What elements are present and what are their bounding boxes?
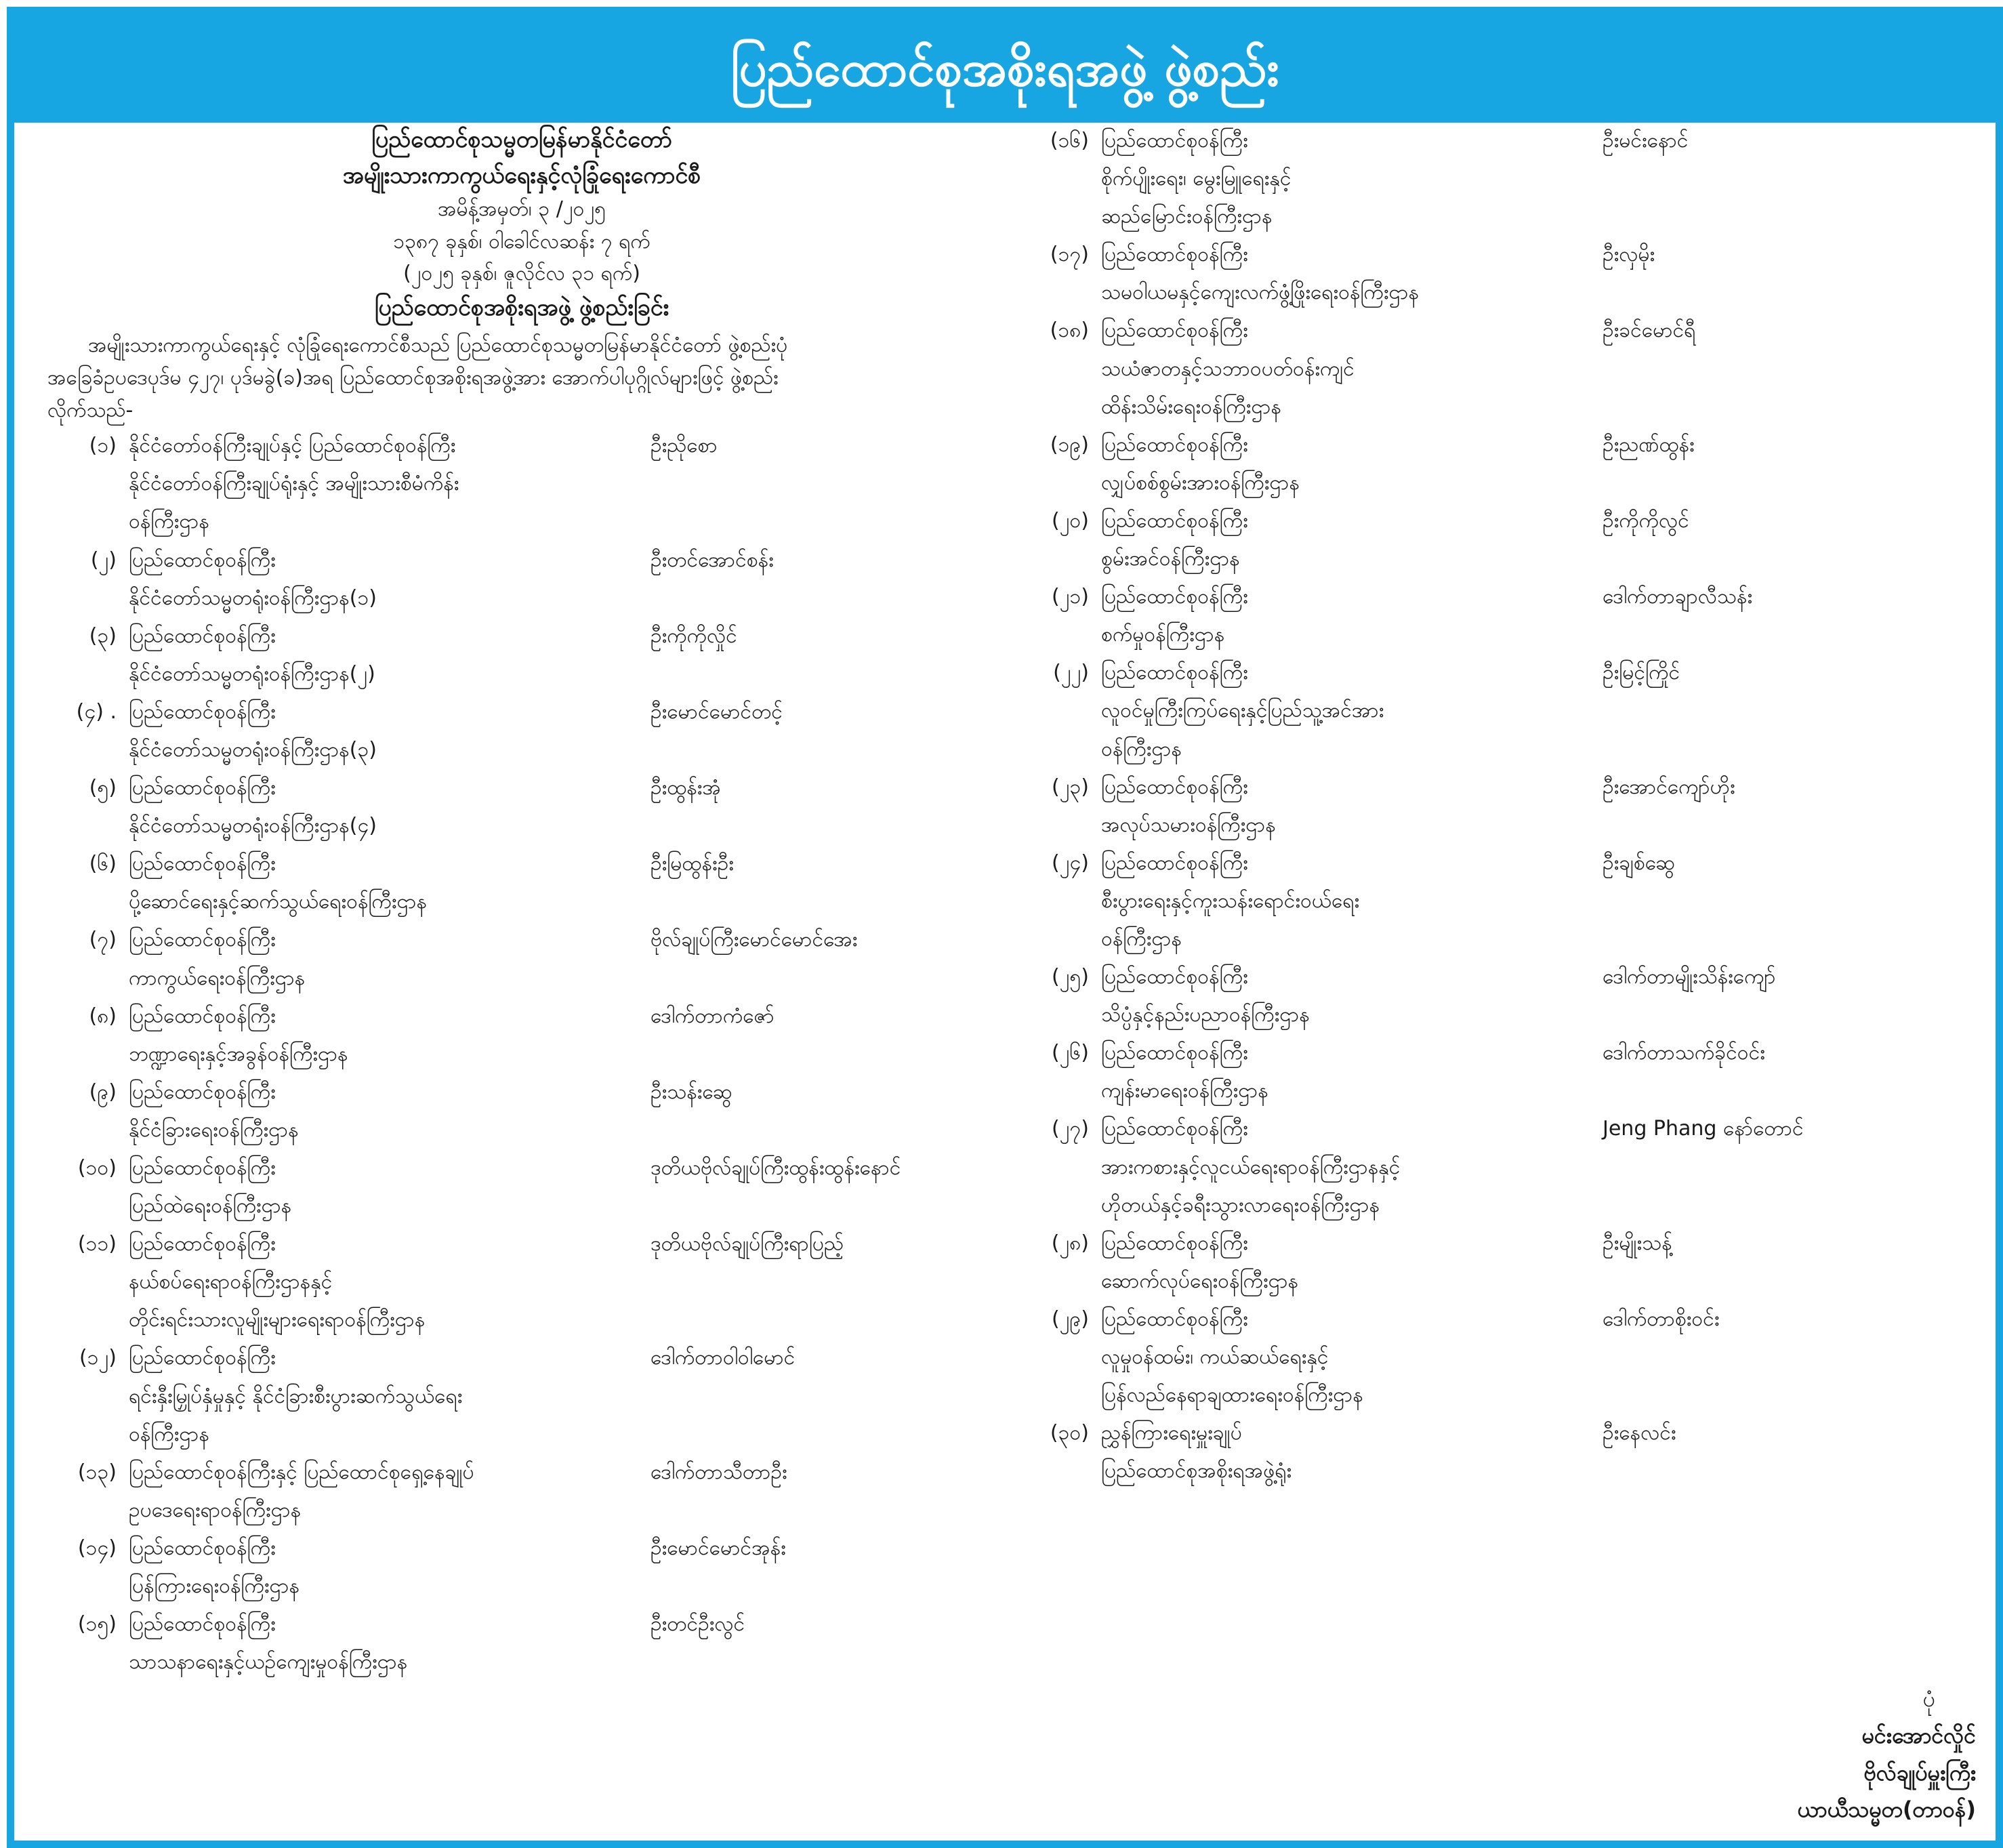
appointee-name: ဦးမျိုးသန့် (1603, 1231, 1672, 1255)
position-line: နိုင်ငံတော်သမ္မတရုံးဝန်ကြီးဌာန(၁) (129, 586, 377, 610)
position-line: ကာကွယ်ရေးဝန်ကြီးဌာန (129, 966, 306, 990)
entry-number: (၂) (90, 548, 117, 572)
appointment-entry (47, 617, 996, 693)
position-line: သမဝါယမနှင့်ကျေးလက်ဖွံ့ဖြိုးရေးဝန်ကြီးဌာန (1101, 281, 1420, 305)
appointee-name: ဦးထွန်းအုံ (651, 776, 721, 800)
entry-number: (၂၆) (1051, 1041, 1089, 1065)
position-line: ဝန်ကြီးဌာန (129, 1422, 209, 1446)
appointment-entry (1040, 844, 1968, 958)
entry-position (129, 1225, 651, 1339)
position-line: ပြည်ထဲရေးဝန်ကြီးဌာန (129, 1194, 292, 1218)
appointee-name: ဦးညဏ်ထွန်း (1603, 432, 1695, 457)
appointment-entry (1040, 426, 1968, 502)
entry-number: (၁၉) (1050, 432, 1089, 457)
entry-number: (၂၈) (1051, 1231, 1089, 1255)
entry-position (129, 1454, 651, 1529)
signatory-name: မင်းအောင်လှိုင် (1861, 1723, 1976, 1749)
position-line: ပြည်ထောင်စုဝန်ကြီးနှင့် ပြည်ထောင်စုရှေ့နေချုပ် (129, 1460, 474, 1484)
entry-position (1101, 122, 1603, 236)
entry-number: (၁၁) (77, 1232, 117, 1256)
entry-position (129, 769, 651, 845)
entry-number: (၁၈) (1050, 319, 1089, 343)
appointee-name: ဦးအောင်ကျော်ဟိုး (1603, 775, 1735, 799)
entry-number: (၁၄) (77, 1536, 117, 1560)
position-line: ပြည်ထောင်စုဝန်ကြီး (1101, 585, 1248, 609)
banner-title: ပြည်ထောင်စုအစိုးရအဖွဲ့ ဖွဲ့စည်း (730, 40, 1279, 97)
entry-number: (၁) (89, 434, 117, 458)
position-line: လျှပ်စစ်စွမ်းအားဝန်ကြီးဌာန (1101, 470, 1300, 495)
intro-line: လိုက်သည်- (47, 398, 133, 423)
appointee-name: ဦးမင်းနောင် (1603, 129, 1689, 152)
issuer-line-2: အမျိုးသားကာကွယ်ရေးနှင့်လုံခြုံရေးကောင်စီ (342, 161, 701, 189)
position-line: စိုက်ပျိုးရေး၊ မွေးမြူရေးနှင့် (1101, 167, 1292, 191)
entry-position (129, 1529, 651, 1605)
intro-paragraph (47, 329, 996, 427)
appointee-name: Jeng Phang နော်တောင် (1603, 1117, 1804, 1141)
entry-position (1101, 1414, 1603, 1490)
entry-number: (၂၅) (1051, 965, 1089, 989)
minister-list-left (47, 427, 996, 1681)
appointee-name: ဒုတိယဗိုလ်ချုပ်ကြီးရာပြည့် (651, 1232, 844, 1256)
entry-number: (၃၀) (1050, 1421, 1089, 1445)
appointment-entry (1040, 502, 1968, 578)
appointment-entry (47, 1454, 996, 1529)
appointment-entry (47, 1225, 996, 1339)
position-line: စွမ်းအင်ဝန်ကြီးဌာန (1101, 547, 1240, 571)
appointee-name: ဗိုလ်ချုပ်ကြီးမောင်မောင်အေး (651, 928, 858, 952)
position-line: ပြည်ထောင်စုဝန်ကြီး (129, 1612, 276, 1637)
entry-number: (၉) (89, 1080, 117, 1104)
position-line: ဝန်ကြီးဌာန (1101, 926, 1182, 951)
appointee-name: ဒေါက်တာစိုးဝင်း (1603, 1307, 1720, 1331)
appointee-name: ဦးမြင့်ကြိုင် (1603, 661, 1680, 685)
signature-mark: ပုံ (1922, 1686, 1935, 1712)
position-line: သိပ္ပံနှင့်နည်းပညာဝန်ကြီးဌာန (1101, 1003, 1310, 1027)
position-line: ပြည်ထောင်စုဝန်ကြီး (129, 699, 276, 724)
entry-number: (၃) (89, 623, 117, 648)
position-line: အားကစားနှင့်လူငယ်ရေးရာဝန်ကြီးဌာနနှင့် (1101, 1155, 1401, 1179)
order-header (47, 122, 996, 325)
position-line: သာသနာရေးနှင့်ယဉ်ကျေးမှုဝန်ကြီးဌာန (129, 1650, 408, 1675)
position-line: ထိန်းသိမ်းရေးဝန်ကြီးဌာန (1101, 394, 1281, 419)
position-line: ဝန်ကြီးဌာန (1101, 737, 1182, 761)
position-line: ပြည်ထောင်စုဝန်ကြီး (129, 776, 276, 800)
entry-number: (၈) (89, 1004, 117, 1028)
left-column (47, 122, 996, 1681)
position-line: နယ်စပ်ရေးရာဝန်ကြီးဌာနနှင့် (129, 1270, 333, 1294)
appointee-name: ဦးတင်ဦးလွင် (651, 1612, 745, 1637)
position-line: ပြည်ထောင်စုဝန်ကြီး (129, 623, 276, 648)
appointment-entry (1040, 768, 1968, 844)
entry-number: (၁၆) (1050, 129, 1089, 152)
position-line: ပြည်ထောင်စုဝန်ကြီး (1101, 1231, 1248, 1255)
entry-number: (၂၀) (1051, 508, 1089, 533)
signatory-rank: ဗိုလ်ချုပ်မှူးကြီး (1863, 1759, 1976, 1786)
entry-number: (၆) (89, 852, 117, 876)
appointee-name: ဒေါက်တာဝါဝါမောင် (651, 1346, 796, 1370)
entry-position (129, 427, 651, 541)
date-western: (၂၀၂၅ ခုနှစ်၊ ဇူလိုင်လ ၃၁ ရက်) (403, 262, 640, 286)
position-line: နိုင်ငံတော်သမ္မတရုံးဝန်ကြီးဌာန(၃) (129, 737, 377, 762)
position-line: ဥပဒေရေးရာဝန်ကြီးဌာန (129, 1498, 302, 1522)
entry-position (129, 1339, 651, 1453)
position-line: လူဝင်မှုကြီးကြပ်ရေးနှင့်ပြည်သူ့အင်အား (1101, 699, 1384, 723)
entry-position (1101, 312, 1603, 426)
appointment-entry (47, 1149, 996, 1225)
appointee-name: ဒေါက်တာမျိုးသိန်းကျော် (1603, 965, 1776, 989)
position-line: ပြည်ထောင်စုဝန်ကြီး (1101, 661, 1248, 685)
entry-position (1101, 1034, 1603, 1110)
entry-position (1101, 578, 1603, 654)
position-line: ဆောက်လုပ်ရေးဝန်ကြီးဌာန (1101, 1269, 1299, 1293)
entry-position (1101, 502, 1603, 578)
appointee-name: ဒေါက်တာကံဇော် (651, 1004, 775, 1028)
position-line: ပြန်လည်နေရာချထားရေးဝန်ကြီးဌာန (1101, 1383, 1363, 1408)
appointment-entry (47, 693, 996, 769)
position-line: နိုင်ငံခြားရေးဝန်ကြီးဌာန (129, 1117, 299, 1142)
appointment-entry (1040, 1110, 1968, 1224)
appointment-entry (47, 769, 996, 845)
appointment-entry (1040, 958, 1968, 1034)
position-line: ပြည်ထောင်စုဝန်ကြီး (1101, 1041, 1248, 1065)
entry-position (129, 921, 651, 997)
appointee-name: ဦးတင်အောင်စန်း (651, 548, 774, 572)
order-number: အမိန့်အမှတ်၊ ၃ /၂၀၂၅ (437, 197, 606, 222)
entry-number: (၁၅) (77, 1612, 117, 1637)
position-line: ကျန်းမာရေးဝန်ကြီးဌာန (1101, 1079, 1268, 1103)
position-line: နိုင်ငံတော်ဝန်ကြီးချုပ်နှင့် ပြည်ထောင်စုဝန်ကြီး (129, 434, 456, 458)
entry-position (129, 845, 651, 921)
entry-number: (၁၀) (77, 1156, 117, 1180)
position-line: ပြည်ထောင်စုဝန်ကြီး (1101, 432, 1248, 457)
appointee-name: ဦးသန်းဆွေ (651, 1080, 732, 1104)
entry-position (129, 1149, 651, 1225)
entry-position (1101, 654, 1603, 768)
entry-position (1101, 236, 1603, 312)
appointment-entry (47, 1529, 996, 1605)
position-line: လူမှုဝန်ထမ်း၊ ကယ်ဆယ်ရေးနှင့် (1101, 1345, 1329, 1369)
appointment-entry (1040, 1225, 1968, 1300)
position-line: ပို့ဆောင်ရေးနှင့်ဆက်သွယ်ရေးဝန်ကြီးဌာန (129, 890, 427, 914)
appointment-entry (1040, 578, 1968, 654)
position-line: ပြည်ထောင်စုဝန်ကြီး (1101, 775, 1248, 799)
position-line: ပြည်ထောင်စုဝန်ကြီး (129, 928, 276, 952)
position-line: အလုပ်သမားဝန်ကြီးဌာန (1101, 813, 1276, 837)
appointee-name: ဒုတိယဗိုလ်ချုပ်ကြီးထွန်းထွန်းနောင် (651, 1156, 901, 1180)
date-myanmar: ၁၃၈၇ ခုနှစ်၊ ဝါခေါင်လဆန်း ၇ ရက် (393, 229, 651, 253)
appointee-name: ဒေါက်တာသက်ခိုင်ဝင်း (1603, 1041, 1765, 1065)
entry-position (1101, 426, 1603, 502)
position-line: ဘဏ္ဍာရေးနှင့်အခွန်ဝန်ကြီးဌာန (129, 1042, 348, 1066)
entry-number: (၁၇) (1050, 243, 1089, 267)
entry-position (1101, 1300, 1603, 1414)
title-banner (14, 14, 1996, 123)
position-line: ပြည်ထောင်စုဝန်ကြီး (1101, 965, 1248, 989)
appointment-entry (1040, 1300, 1968, 1414)
appointment-entry (1040, 122, 1968, 236)
appointment-entry (47, 427, 996, 541)
appointee-name: ဦးလှမိုး (1603, 243, 1655, 267)
entry-number: (၇) (89, 928, 117, 952)
appointment-entry (47, 541, 996, 617)
position-line: သယံဇာတနှင့်သဘာဝပတ်ဝန်းကျင် (1101, 356, 1355, 381)
position-line: နိုင်ငံတော်သမ္မတရုံးဝန်ကြီးဌာန(၂) (129, 661, 375, 686)
position-line: ပြည်ထောင်စုဝန်ကြီး (1101, 1117, 1248, 1141)
position-line: တိုင်းရင်းသားလူမျိုးများရေးရာဝန်ကြီးဌာန (129, 1308, 426, 1332)
entry-position (129, 541, 651, 617)
position-line: ပြည်ထောင်စုဝန်ကြီး (129, 1156, 276, 1180)
entry-position (1101, 958, 1603, 1034)
appointee-name: ဦးကိုကိုလှိုင် (651, 623, 737, 648)
appointee-name: ဒေါက်တာချာလီသန်း (1603, 585, 1753, 609)
appointee-name: ဦးကိုကိုလွင် (1603, 508, 1689, 533)
appointment-entry (47, 998, 996, 1073)
entry-position (129, 998, 651, 1073)
appointment-entry (47, 921, 996, 997)
appointment-entry (1040, 654, 1968, 768)
appointee-name: ဦးညိုစော (651, 434, 718, 458)
intro-line: အခြေခံဥပဒေပုဒ်မ ၄၂၇၊ ပုဒ်မခွဲ(ခ)အရ ပြည်ထောင်စုအစိုးရအဖွဲ့အား အောက်ပါပုဂ္ဂိုလ်များဖြင့် ဖွဲ့စည်း (47, 366, 779, 390)
position-line: ပြည်ထောင်စုဝန်ကြီး (1101, 319, 1248, 343)
entry-number: (၅) (89, 776, 117, 800)
entry-number: (၂၄) (1051, 850, 1089, 875)
position-line: စီးပွားရေးနှင့်ကူးသန်းရောင်းဝယ်ရေး (1101, 888, 1360, 913)
appointment-entry (1040, 1414, 1968, 1490)
entry-position (1101, 844, 1603, 958)
issuer-line-1: ပြည်ထောင်စုသမ္မတမြန်မာနိုင်ငံတော် (371, 126, 672, 153)
position-line: ပြည်ထောင်စုဝန်ကြီး (1101, 243, 1248, 267)
entry-number: (၁၂) (79, 1346, 117, 1370)
entry-position (1101, 1225, 1603, 1300)
position-line: ပြည်ထောင်စုဝန်ကြီး (1101, 508, 1248, 533)
position-line: ပြည်ထောင်စုဝန်ကြီး (129, 1536, 276, 1560)
entry-position (129, 617, 651, 693)
position-line: ပြည်ထောင်စုဝန်ကြီး (129, 852, 276, 876)
appointee-name: ဦးမောင်မောင်တင့် (651, 699, 783, 724)
entry-number: (၂၉) (1051, 1307, 1089, 1331)
position-line: ရင်းနှီးမြှုပ်နှံမှုနှင့် နိုင်ငံခြားစီးပွားဆက်သွယ်ရေး (129, 1384, 463, 1408)
minister-list-right (1040, 122, 1968, 1490)
appointment-entry (1040, 1034, 1968, 1110)
position-line: နိုင်ငံတော်သမ္မတရုံးဝန်ကြီးဌာန(၄) (129, 814, 377, 838)
entry-number: (၂၇) (1051, 1117, 1089, 1141)
entry-number: (၂၃) (1051, 775, 1089, 799)
position-line: ပြည်ထောင်စုဝန်ကြီး (129, 1346, 276, 1370)
appointment-entry (47, 1073, 996, 1149)
position-line: ပြည်ထောင်စုဝန်ကြီး (1101, 850, 1248, 875)
right-column (1040, 122, 1968, 1490)
position-line: ပြည်ထောင်စုဝန်ကြီး (1101, 1307, 1248, 1331)
appointee-name: ဦးချစ်ဆွေ (1603, 850, 1675, 875)
position-line: ဟိုတယ်နှင့်ခရီးသွားလာရေးဝန်ကြီးဌာန (1101, 1193, 1380, 1217)
appointment-entry (1040, 236, 1968, 312)
appointee-name: ဦးခင်မောင်ရီ (1603, 319, 1696, 343)
appointee-name: ဒေါက်တာသီတာဦး (651, 1460, 787, 1484)
appointee-name: ဦးနေလင်း (1603, 1421, 1676, 1445)
position-line: စက်မှုဝန်ကြီးဌာန (1101, 623, 1225, 647)
entry-position (1101, 768, 1603, 844)
position-line: ဆည်မြောင်းဝန်ကြီးဌာန (1101, 205, 1273, 229)
entry-position (129, 693, 651, 769)
position-line: ဝန်ကြီးဌာန (129, 510, 209, 534)
appointment-entry (47, 1339, 996, 1453)
entry-number: (၂၁) (1051, 585, 1089, 609)
entry-number: (၂၂) (1053, 661, 1089, 685)
entry-number: (၄) . (76, 699, 117, 724)
position-line: ပြည်ထောင်စုဝန်ကြီး (129, 1232, 276, 1256)
position-line: နိုင်ငံတော်ဝန်ကြီးချုပ်ရုံးနှင့် အမျိုးသားစီမံကိန်း (129, 472, 459, 496)
position-line: ပြည်ထောင်စုဝန်ကြီး (129, 1004, 276, 1028)
position-line: ပြန်ကြားရေးဝန်ကြီးဌာန (129, 1574, 300, 1599)
entry-position (129, 1605, 651, 1681)
entry-number: (၁၃) (77, 1460, 117, 1484)
position-line: ပြည်ထောင်စုဝန်ကြီး (129, 1080, 276, 1104)
intro-line: အမျိုးသားကာကွယ်ရေးနှင့် လုံခြုံရေးကောင်စီသည် ပြည်ထောင်စုသမ္မတမြန်မာနိုင်ငံတော် ဖွဲ့စည်းပုံ (88, 333, 788, 358)
position-line: ပြည်ထောင်စုအစိုးရအဖွဲ့ရုံး (1101, 1459, 1292, 1483)
position-line: ပြည်ထောင်စုဝန်ကြီး (129, 548, 276, 572)
signatory-title: ယာယီသမ္မတ(တာဝန်) (1797, 1796, 1976, 1823)
appointee-name: ဦးမောင်မောင်အုန်း (651, 1536, 786, 1560)
position-line: ပြည်ထောင်စုဝန်ကြီး (1101, 129, 1248, 152)
appointment-entry (1040, 312, 1968, 426)
appointment-entry (47, 1605, 996, 1681)
position-line: ညွှန်ကြားရေးမှူးချုပ် (1101, 1421, 1242, 1445)
order-subject: ပြည်ထောင်စုအစိုးရအဖွဲ့ ဖွဲ့စည်းခြင်း (374, 293, 669, 321)
appointment-entry (47, 845, 996, 921)
entry-position (1101, 1110, 1603, 1224)
appointee-name: ဦးမြထွန်းဦး (651, 852, 734, 876)
signature-block (1797, 1681, 1976, 1828)
entry-position (129, 1073, 651, 1149)
